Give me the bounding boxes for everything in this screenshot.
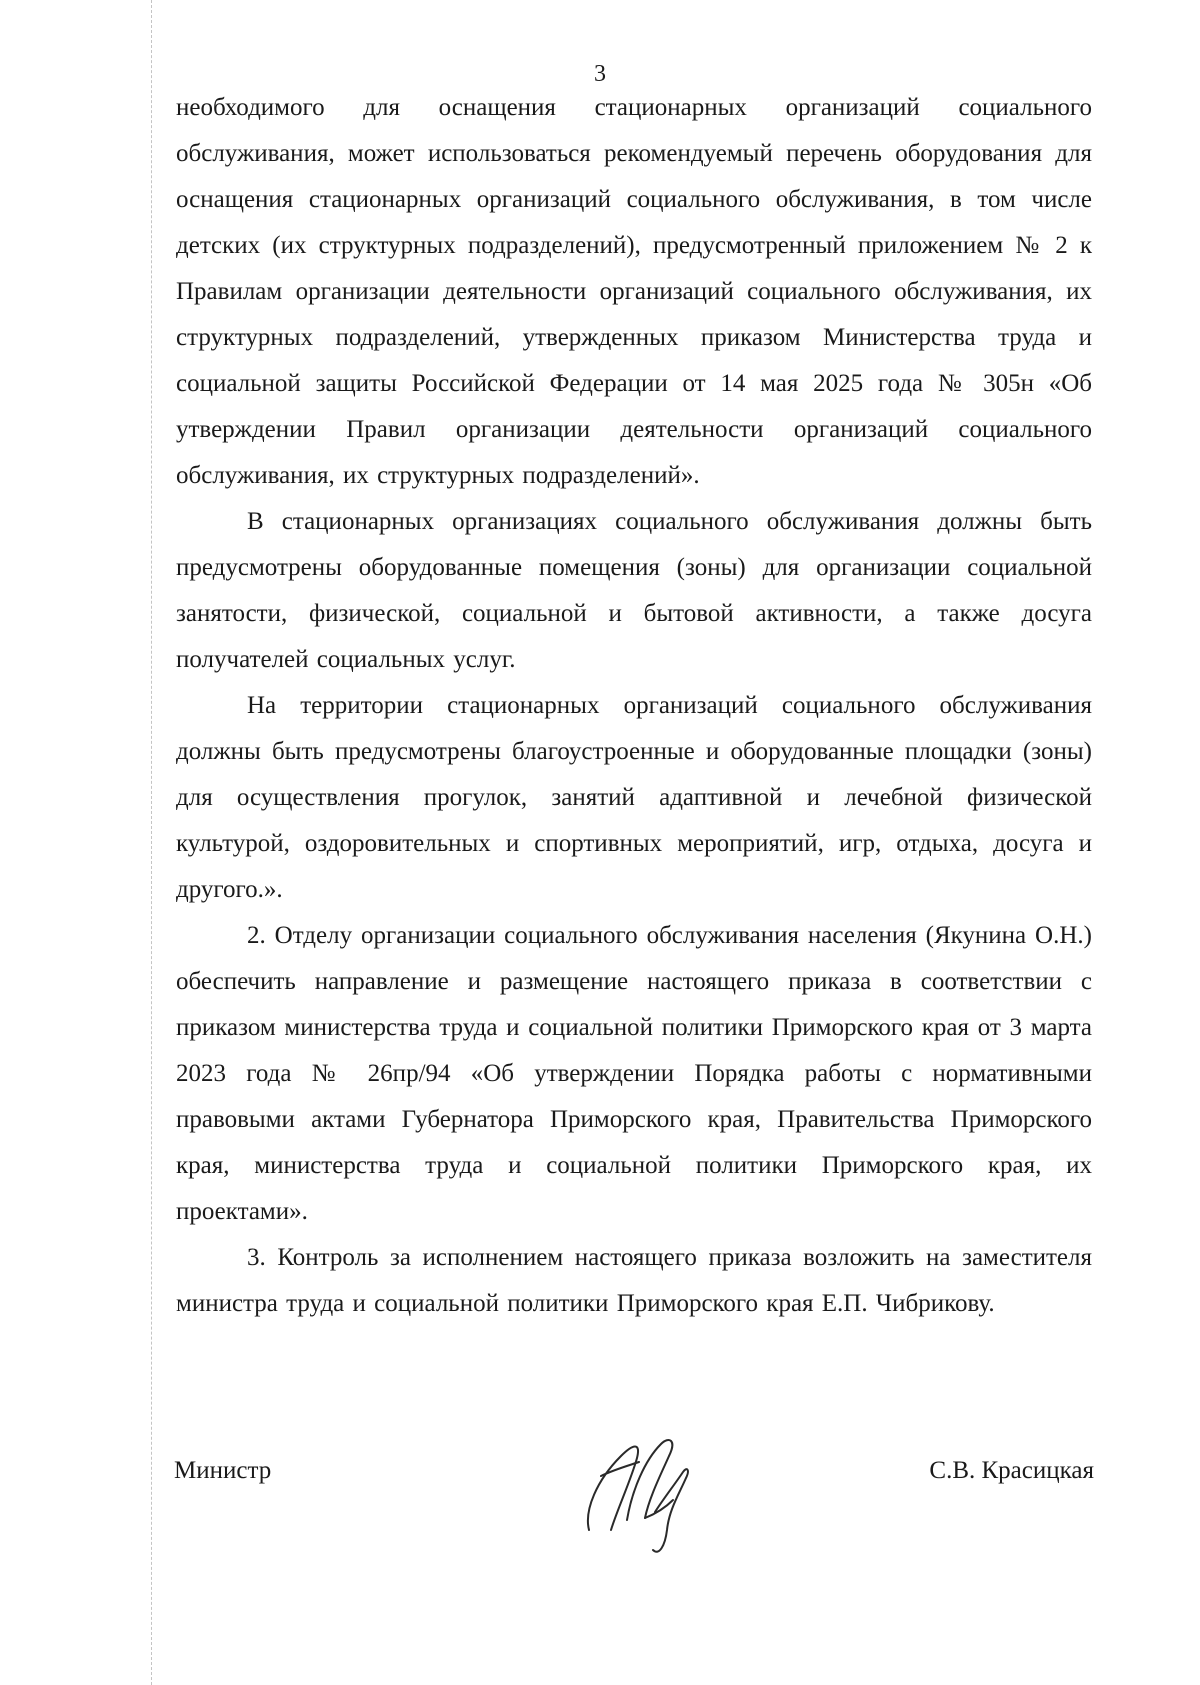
paragraph-continuation: необходимого для оснащения стационарных организаций социального обслуживания, может использоваться рекомендуемый перечень оборудования для оснащения стационарных организаций социального обслуживания, в том числе детских (их структурных подразделений), предусмотренный приложением № 2 к Правилам организации деятельности организаций социального обслуживания, их структурных подразделений, утвержденных приказом Министерства труда и социальной защиты Российской Федерации от 14 мая 2025 года № 305н «Об утверждении Правил организации деятельности организаций социального обслуживания, их структурных подразделений». <box>176 94 1092 489</box>
paragraph-territory: На территории стационарных организаций социального обслуживания должны быть предусмотрены благоустроенные и оборудованные площадки (зоны) для осуществления прогулок, занятий адаптивной и лечебной физической культурой, оздоровительных и спортивных мероприятий, игр, отдыха, досуга и другого.». <box>176 692 1092 903</box>
scan-edge-line <box>151 0 152 1685</box>
document-body <box>176 85 1092 1327</box>
paragraph-premises: В стационарных организациях социального обслуживания должны быть предусмотрены оборудованные помещения (зоны) для организации социальной занятости, физической, социальной и бытовой активности, а также досуга получателей социальных услуг. <box>176 508 1092 673</box>
signature-block <box>174 1440 1094 1580</box>
handwritten-signature-icon <box>569 1418 719 1568</box>
paragraph-item-2: 2. Отделу организации социального обслуживания населения (Якунина О.Н.) обеспечить направление и размещение настоящего приказа в соответствии с приказом министерства труда и социальной политики Приморского края от 3 марта 2023 года № 26пр/94 «Об утверждении Порядка работы с нормативными правовыми актами Губернатора Приморского края, Правительства Приморского края, министерства труда и социальной политики Приморского края, их проектами». <box>176 922 1092 1225</box>
page-number: 3 <box>594 61 606 87</box>
signatory-name: С.В. Красицкая <box>929 1457 1094 1484</box>
paragraph-item-3: 3. Контроль за исполнением настоящего приказа возложить на заместителя министра труда и социальной политики Приморского края Е.П. Чибрикову. <box>176 1244 1092 1317</box>
signatory-title: Министр <box>174 1457 272 1484</box>
